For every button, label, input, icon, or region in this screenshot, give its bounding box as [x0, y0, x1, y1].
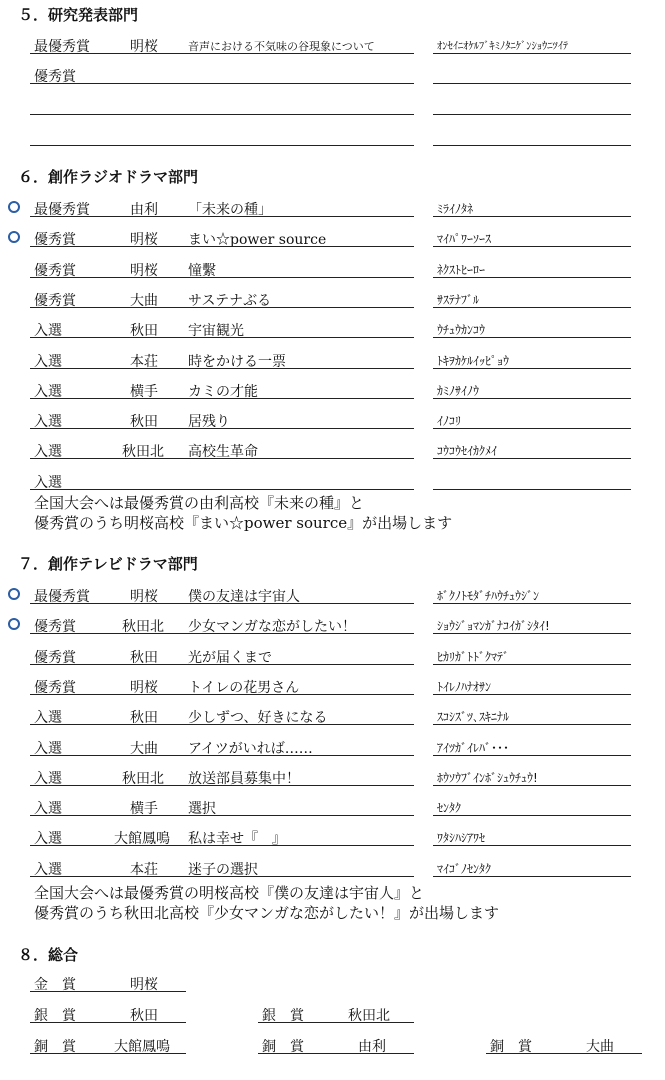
entry-kana: ｼｮｳｼﾞｮﾏﾝｶﾞﾅｺｲｶﾞｼﾀｲ! — [437, 619, 550, 634]
entry-kana: ｵﾝｾｲﾆｵｹﾙﾌﾞｷﾐﾉﾀﾆｹﾞﾝｼｮｳﾆﾂｲﾃ — [437, 40, 569, 52]
underline — [433, 458, 631, 459]
entry-kana: ﾋｶﾘｶﾞﾄﾄﾞｸﾏﾃﾞ — [437, 649, 510, 664]
school-name: 大館鳳鳴 — [114, 831, 170, 848]
school-name: 本荘 — [130, 353, 158, 370]
entry-kana: ｶﾐﾉｻｲﾉｳ — [437, 383, 480, 398]
selection-circle — [8, 201, 20, 213]
underline — [433, 785, 631, 786]
entry-title: 選択 — [188, 801, 216, 818]
underline — [30, 876, 414, 877]
underline — [433, 845, 631, 846]
underline — [30, 845, 414, 846]
school-name: 秋田 — [130, 710, 158, 727]
award-label: 優秀賞 — [34, 679, 76, 696]
award-label: 金 賞 — [34, 977, 76, 993]
award-label: 入選 — [34, 831, 62, 848]
entry-title: アイツがいれば…… — [188, 740, 313, 757]
school-name: 明桜 — [130, 232, 158, 249]
selection-circle — [8, 618, 20, 630]
award-label: 最優秀賞 — [34, 202, 90, 218]
award-label: 入選 — [34, 414, 62, 431]
entry-kana: ﾏｲﾊﾟﾜｰｿｰｽ — [437, 232, 492, 247]
underline — [433, 114, 631, 115]
school-name: 明桜 — [130, 679, 158, 696]
award-label: 優秀賞 — [34, 649, 76, 666]
underline — [433, 664, 631, 665]
school-name: 明桜 — [130, 589, 158, 605]
award-label: 優秀賞 — [34, 292, 76, 309]
underline — [30, 1022, 186, 1023]
underline — [30, 664, 414, 665]
entry-title: 放送部員募集中！ — [188, 770, 300, 787]
entry-title: 宇宙観光 — [188, 323, 244, 340]
national-note: 全国大会へは最優秀賞の明桜高校『僕の友達は宇宙人』と — [34, 884, 425, 902]
underline — [433, 53, 631, 54]
entry-kana: ｳﾁｭｳｶﾝｺｳ — [437, 323, 486, 338]
entry-kana: ﾐﾗｲﾉﾀﾈ — [437, 202, 474, 216]
entry-title: 迷子の選択 — [188, 861, 258, 878]
entry-kana: ｾﾝﾀｸ — [437, 801, 462, 816]
national-note: 優秀賞のうち明桜高校『まい☆power source』が出場します — [34, 514, 453, 532]
school-name: 本荘 — [130, 861, 158, 878]
award-label: 入選 — [34, 444, 62, 461]
school-name: 秋田北 — [122, 619, 164, 636]
entry-kana: ｱｲﾂｶﾞｲﾚﾊﾞ･･･ — [437, 740, 510, 755]
underline — [30, 145, 414, 146]
entry-title: まい☆power source — [188, 232, 327, 249]
entry-kana: ﾈｸｽﾄﾋｰﾛｰ — [437, 262, 486, 277]
award-label: 銀 賞 — [34, 1008, 76, 1024]
award-label: 入選 — [34, 353, 62, 370]
underline — [30, 307, 414, 308]
underline — [30, 991, 186, 992]
underline — [433, 603, 631, 604]
school-name: 横手 — [130, 383, 158, 400]
section-8-heading: ８．総合 — [18, 946, 79, 964]
award-label: 入選 — [34, 770, 62, 787]
award-label: 銅 賞 — [490, 1039, 532, 1055]
underline — [30, 633, 414, 634]
underline — [30, 458, 414, 459]
underline — [30, 785, 414, 786]
award-label: 優秀賞 — [34, 69, 76, 85]
entry-title: 音声における不気味の谷現象について — [188, 40, 375, 53]
underline — [30, 53, 414, 54]
underline — [258, 1022, 414, 1023]
entry-kana: ﾎﾞｸﾉﾄﾓﾀﾞﾁﾊｳﾁｭｳｼﾞﾝ — [437, 589, 540, 603]
entry-kana: ﾄｷｦｶｹﾙｲｯﾋﾟｮｳ — [437, 353, 510, 368]
underline — [433, 694, 631, 695]
entry-title: 憧繫 — [188, 262, 216, 279]
underline — [30, 114, 414, 115]
section-6-heading: ６．創作ラジオドラマ部門 — [18, 168, 199, 186]
underline — [433, 815, 631, 816]
entry-kana: ﾎｳｿｳﾌﾞｲﾝﾎﾞｼｭｳﾁｭｳ! — [437, 770, 538, 785]
entry-title: 高校生革命 — [188, 444, 258, 461]
underline — [30, 489, 414, 490]
underline — [433, 398, 631, 399]
entry-kana: ﾜﾀｼﾊｼｱﾜｾ — [437, 831, 486, 846]
underline — [30, 815, 414, 816]
award-label: 優秀賞 — [34, 619, 76, 636]
school-name: 秋田北 — [122, 770, 164, 787]
school-name: 明桜 — [130, 262, 158, 279]
underline — [433, 755, 631, 756]
school-name: 由利 — [358, 1039, 386, 1055]
underline — [30, 603, 414, 604]
section-5-heading: ５．研究発表部門 — [18, 6, 139, 24]
school-name: 秋田 — [130, 1008, 158, 1024]
award-label: 銅 賞 — [262, 1039, 304, 1055]
underline — [433, 145, 631, 146]
national-note: 優秀賞のうち秋田北高校『少女マンガな恋がしたい！』が出場します — [34, 904, 500, 922]
underline — [30, 428, 414, 429]
school-name: 秋田北 — [122, 444, 164, 461]
entry-title: 光が届くまで — [188, 649, 272, 666]
award-label: 銅 賞 — [34, 1039, 76, 1055]
award-label: 入選 — [34, 861, 62, 878]
underline — [433, 724, 631, 725]
entry-title: 少しずつ、好きになる — [188, 710, 328, 727]
underline — [433, 83, 631, 84]
underline — [30, 337, 414, 338]
school-name: 秋田 — [130, 414, 158, 431]
award-label: 最優秀賞 — [34, 39, 90, 55]
underline — [433, 337, 631, 338]
entry-title: 「未来の種」 — [188, 202, 272, 218]
entry-title: 私は幸せ『 』 — [188, 831, 286, 848]
section-7-heading: ７．創作テレビドラマ部門 — [18, 555, 198, 573]
underline — [30, 216, 414, 217]
award-label: 優秀賞 — [34, 262, 76, 279]
entry-title: 僕の友達は宇宙人 — [188, 589, 300, 605]
underline — [30, 724, 414, 725]
underline — [30, 398, 414, 399]
selection-circle — [8, 231, 20, 243]
selection-circle — [8, 588, 20, 600]
school-name: 明桜 — [130, 977, 158, 993]
underline — [30, 277, 414, 278]
entry-title: 時をかける一票 — [188, 353, 286, 370]
entry-kana: ﾄｲﾚﾉﾊﾅｵｻﾝ — [437, 679, 492, 694]
school-name: 大曲 — [586, 1039, 614, 1055]
entry-kana: ｺｳｺｳｾｲｶｸﾒｲ — [437, 444, 498, 459]
award-label: 入選 — [34, 383, 62, 400]
underline — [30, 755, 414, 756]
entry-title: サステナぶる — [188, 292, 272, 309]
school-name: 大館鳳鳴 — [114, 1039, 170, 1055]
underline — [30, 246, 414, 247]
entry-title: 少女マンガな恋がしたい！ — [188, 619, 356, 636]
school-name: 秋田 — [130, 649, 158, 666]
entry-kana: ｽｺｼｽﾞﾂ､ｽｷﾆﾅﾙ — [437, 710, 510, 725]
award-label: 入選 — [34, 801, 62, 818]
underline — [433, 428, 631, 429]
underline — [433, 876, 631, 877]
school-name: 由利 — [130, 202, 158, 218]
entry-title: カミの才能 — [188, 383, 258, 400]
school-name: 大曲 — [130, 292, 158, 309]
underline — [433, 246, 631, 247]
award-label: 優秀賞 — [34, 232, 76, 249]
school-name: 明桜 — [130, 39, 158, 55]
entry-kana: ﾏｲｺﾞﾉｾﾝﾀｸ — [437, 861, 492, 876]
underline — [433, 216, 631, 217]
underline — [258, 1053, 414, 1054]
award-label: 入選 — [34, 740, 62, 757]
entry-title: 居残り — [188, 414, 230, 431]
award-label: 最優秀賞 — [34, 589, 90, 605]
award-label: 入選 — [34, 474, 62, 491]
entry-kana: ｲﾉｺﾘ — [437, 414, 462, 429]
underline — [433, 307, 631, 308]
award-label: 入選 — [34, 323, 62, 340]
underline — [433, 277, 631, 278]
underline — [30, 1053, 186, 1054]
school-name: 秋田北 — [348, 1008, 390, 1024]
award-label: 銀 賞 — [262, 1008, 304, 1024]
underline — [486, 1053, 642, 1054]
entry-title: トイレの花男さん — [188, 679, 300, 696]
school-name: 秋田 — [130, 323, 158, 340]
underline — [433, 489, 631, 490]
underline — [433, 633, 631, 634]
school-name: 横手 — [130, 801, 158, 818]
school-name: 大曲 — [130, 740, 158, 757]
underline — [433, 368, 631, 369]
underline — [30, 368, 414, 369]
award-label: 入選 — [34, 710, 62, 727]
underline — [30, 83, 414, 84]
national-note: 全国大会へは最優秀賞の由利高校『未来の種』と — [34, 494, 365, 512]
entry-kana: ｻｽﾃﾅﾌﾞﾙ — [437, 292, 480, 307]
underline — [30, 694, 414, 695]
